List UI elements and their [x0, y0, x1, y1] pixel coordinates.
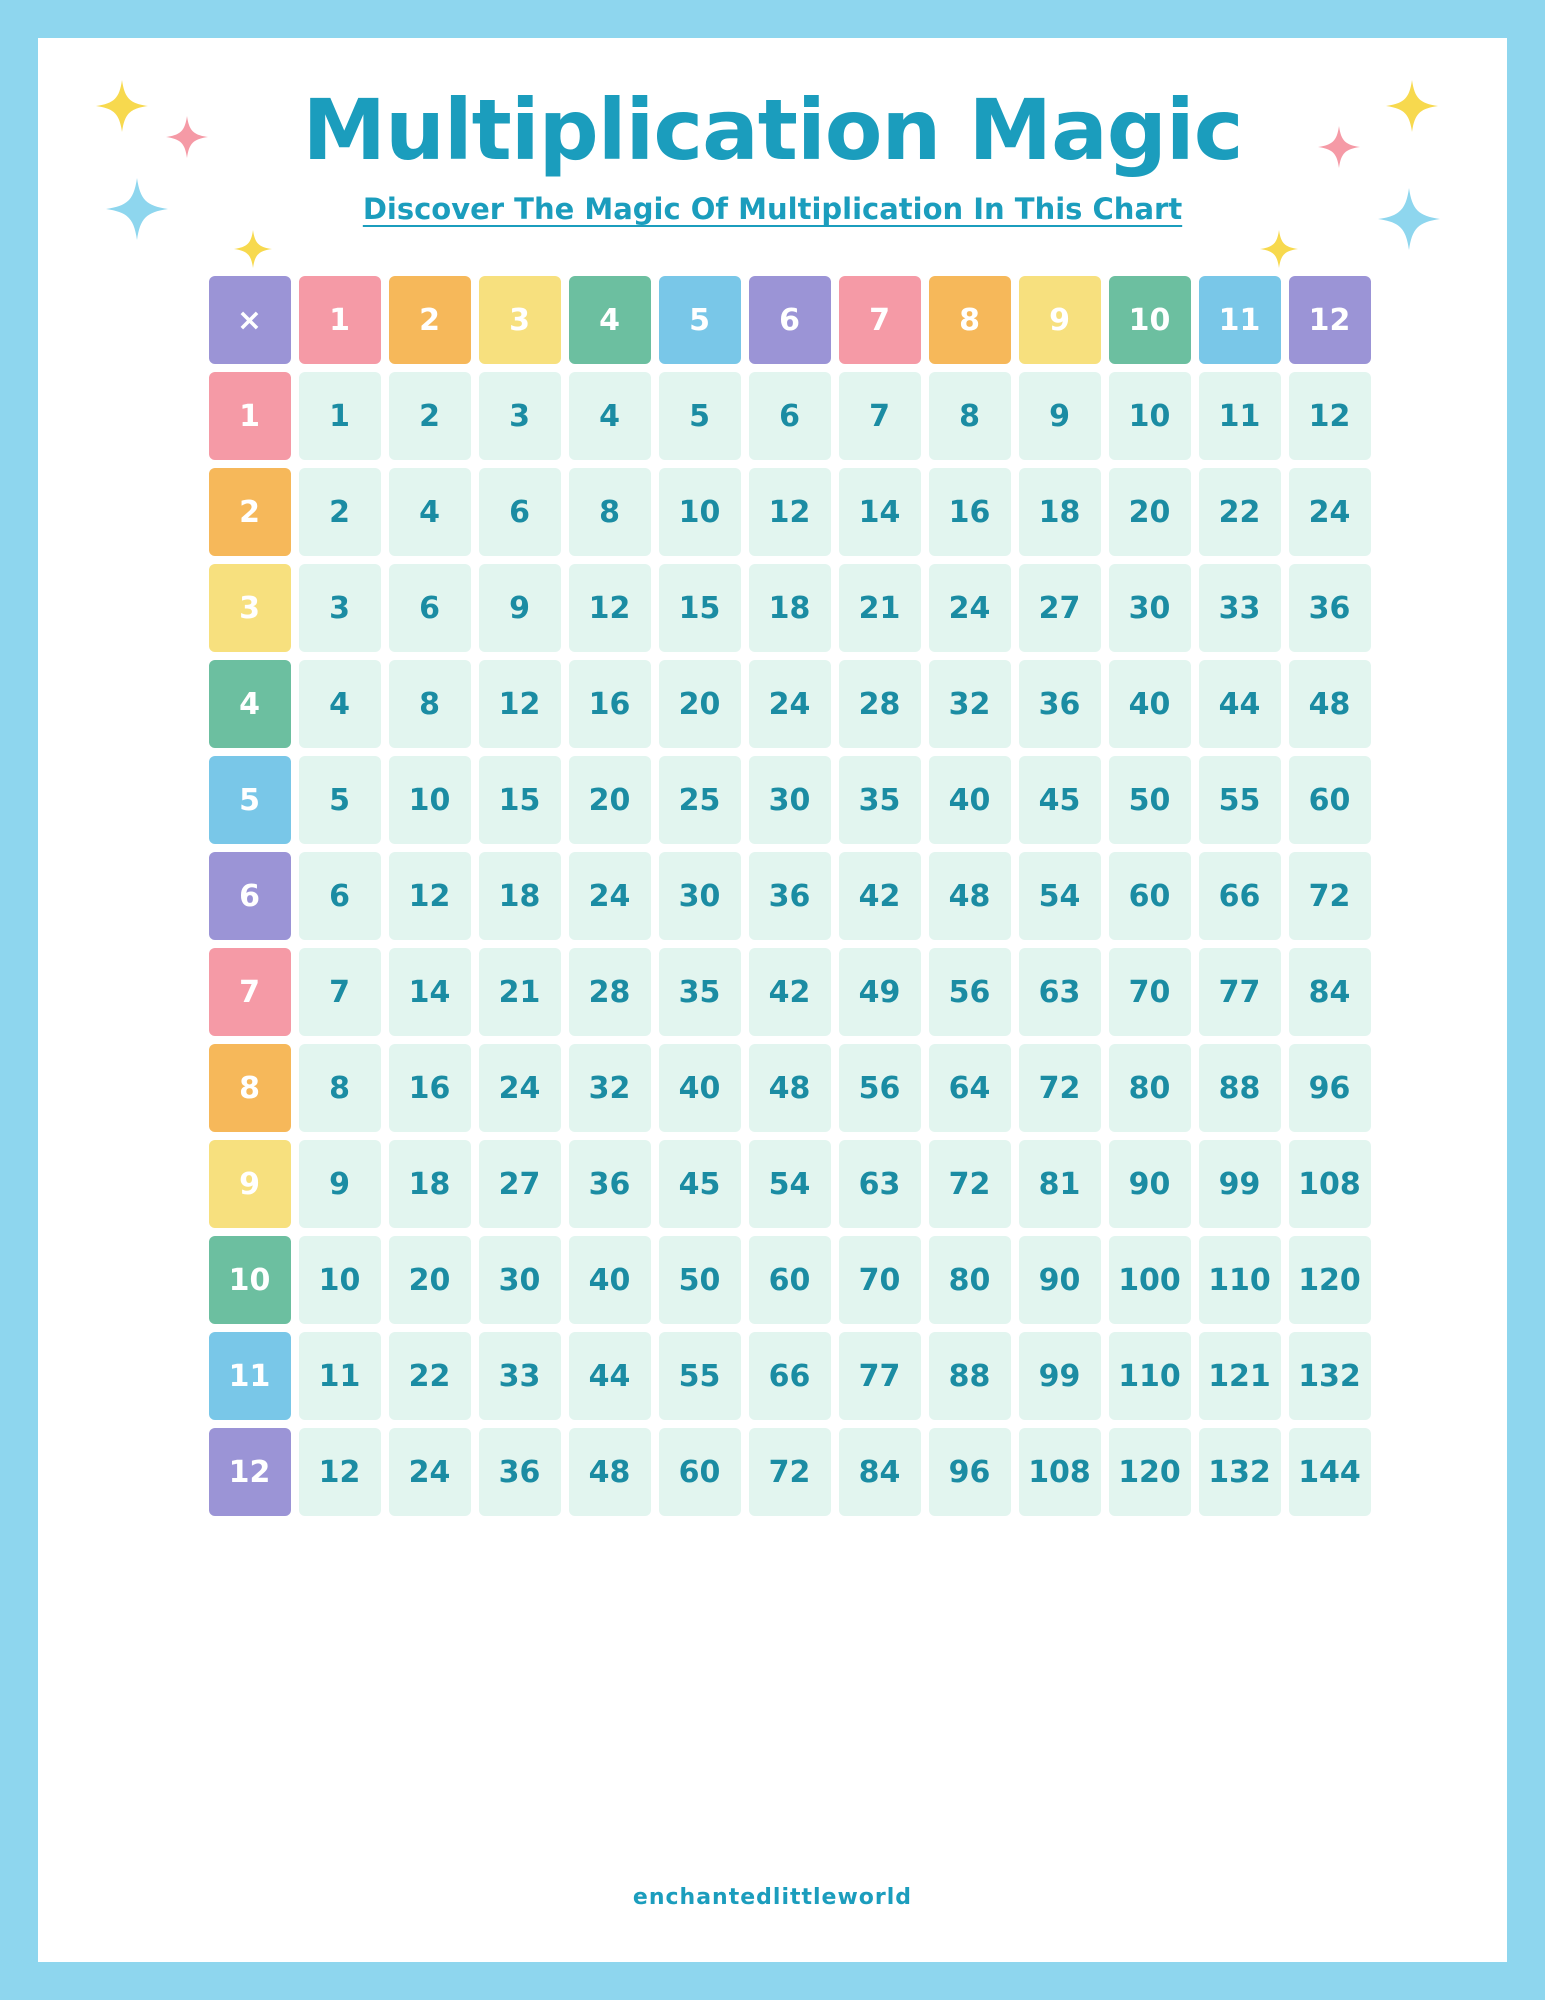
product-cell-5x10: 50	[1109, 756, 1191, 844]
column-header-4: 4	[569, 276, 651, 364]
product-cell-10x11: 110	[1199, 1236, 1281, 1324]
product-cell-4x4: 16	[569, 660, 651, 748]
product-cell-9x12: 108	[1289, 1140, 1371, 1228]
product-cell-9x3: 27	[479, 1140, 561, 1228]
product-cell-10x8: 80	[929, 1236, 1011, 1324]
product-cell-2x7: 14	[839, 468, 921, 556]
page-header	[38, 38, 1507, 226]
product-cell-6x6: 36	[749, 852, 831, 940]
row-header-7: 7	[209, 948, 291, 1036]
product-cell-1x6: 6	[749, 372, 831, 460]
product-cell-8x3: 24	[479, 1044, 561, 1132]
row-header-5: 5	[209, 756, 291, 844]
table-row	[209, 1428, 1371, 1516]
product-cell-7x7: 49	[839, 948, 921, 1036]
table-header-row	[209, 276, 1371, 364]
product-cell-11x7: 77	[839, 1332, 921, 1420]
column-header-6: 6	[749, 276, 831, 364]
product-cell-3x1: 3	[299, 564, 381, 652]
product-cell-2x12: 24	[1289, 468, 1371, 556]
column-header-3: 3	[479, 276, 561, 364]
product-cell-4x11: 44	[1199, 660, 1281, 748]
product-cell-10x9: 90	[1019, 1236, 1101, 1324]
product-cell-11x3: 33	[479, 1332, 561, 1420]
product-cell-7x4: 28	[569, 948, 651, 1036]
product-cell-1x1: 1	[299, 372, 381, 460]
product-cell-10x1: 10	[299, 1236, 381, 1324]
product-cell-8x1: 8	[299, 1044, 381, 1132]
product-cell-9x5: 45	[659, 1140, 741, 1228]
product-cell-12x10: 120	[1109, 1428, 1191, 1516]
product-cell-7x6: 42	[749, 948, 831, 1036]
product-cell-2x6: 12	[749, 468, 831, 556]
product-cell-2x11: 22	[1199, 468, 1281, 556]
product-cell-6x8: 48	[929, 852, 1011, 940]
table-row	[209, 1044, 1371, 1132]
column-header-2: 2	[389, 276, 471, 364]
product-cell-4x6: 24	[749, 660, 831, 748]
product-cell-12x12: 144	[1289, 1428, 1371, 1516]
product-cell-6x2: 12	[389, 852, 471, 940]
product-cell-10x10: 100	[1109, 1236, 1191, 1324]
product-cell-5x9: 45	[1019, 756, 1101, 844]
product-cell-1x11: 11	[1199, 372, 1281, 460]
product-cell-4x8: 32	[929, 660, 1011, 748]
worksheet-page	[38, 38, 1507, 1962]
column-header-11: 11	[1199, 276, 1281, 364]
product-cell-5x6: 30	[749, 756, 831, 844]
product-cell-3x7: 21	[839, 564, 921, 652]
product-cell-1x8: 8	[929, 372, 1011, 460]
product-cell-2x4: 8	[569, 468, 651, 556]
page-subtitle: Discover The Magic Of Multiplication In This Chart	[362, 192, 1183, 227]
product-cell-7x12: 84	[1289, 948, 1371, 1036]
product-cell-3x2: 6	[389, 564, 471, 652]
table-row	[209, 1140, 1371, 1228]
product-cell-9x1: 9	[299, 1140, 381, 1228]
product-cell-5x2: 10	[389, 756, 471, 844]
product-cell-9x11: 99	[1199, 1140, 1281, 1228]
sparkle-yellow-left-small-icon	[234, 230, 272, 268]
sparkle-yellow-right-small-icon	[1260, 230, 1298, 268]
table-row	[209, 372, 1371, 460]
row-header-4: 4	[209, 660, 291, 748]
product-cell-2x3: 6	[479, 468, 561, 556]
product-cell-9x8: 72	[929, 1140, 1011, 1228]
product-cell-5x3: 15	[479, 756, 561, 844]
table-row	[209, 948, 1371, 1036]
product-cell-7x2: 14	[389, 948, 471, 1036]
product-cell-6x7: 42	[839, 852, 921, 940]
product-cell-3x9: 27	[1019, 564, 1101, 652]
product-cell-7x11: 77	[1199, 948, 1281, 1036]
product-cell-6x9: 54	[1019, 852, 1101, 940]
row-header-11: 11	[209, 1332, 291, 1420]
product-cell-9x6: 54	[749, 1140, 831, 1228]
row-header-9: 9	[209, 1140, 291, 1228]
product-cell-7x9: 63	[1019, 948, 1101, 1036]
product-cell-4x5: 20	[659, 660, 741, 748]
footer-brand: enchantedlittleworld	[632, 1885, 913, 1910]
product-cell-4x1: 4	[299, 660, 381, 748]
product-cell-12x2: 24	[389, 1428, 471, 1516]
table-row	[209, 468, 1371, 556]
product-cell-1x9: 9	[1019, 372, 1101, 460]
product-cell-11x1: 11	[299, 1332, 381, 1420]
product-cell-5x8: 40	[929, 756, 1011, 844]
product-cell-3x6: 18	[749, 564, 831, 652]
product-cell-8x4: 32	[569, 1044, 651, 1132]
row-header-10: 10	[209, 1236, 291, 1324]
product-cell-4x7: 28	[839, 660, 921, 748]
product-cell-2x5: 10	[659, 468, 741, 556]
product-cell-7x5: 35	[659, 948, 741, 1036]
product-cell-12x8: 96	[929, 1428, 1011, 1516]
product-cell-7x3: 21	[479, 948, 561, 1036]
product-cell-4x9: 36	[1019, 660, 1101, 748]
product-cell-11x10: 110	[1109, 1332, 1191, 1420]
product-cell-9x7: 63	[839, 1140, 921, 1228]
product-cell-3x11: 33	[1199, 564, 1281, 652]
product-cell-1x12: 12	[1289, 372, 1371, 460]
product-cell-1x2: 2	[389, 372, 471, 460]
product-cell-3x5: 15	[659, 564, 741, 652]
product-cell-10x5: 50	[659, 1236, 741, 1324]
column-header-12: 12	[1289, 276, 1371, 364]
product-cell-12x7: 84	[839, 1428, 921, 1516]
product-cell-5x7: 35	[839, 756, 921, 844]
column-header-9: 9	[1019, 276, 1101, 364]
product-cell-10x4: 40	[569, 1236, 651, 1324]
product-cell-6x12: 72	[1289, 852, 1371, 940]
product-cell-2x9: 18	[1019, 468, 1101, 556]
product-cell-6x4: 24	[569, 852, 651, 940]
product-cell-12x1: 12	[299, 1428, 381, 1516]
product-cell-3x10: 30	[1109, 564, 1191, 652]
product-cell-7x1: 7	[299, 948, 381, 1036]
product-cell-8x11: 88	[1199, 1044, 1281, 1132]
product-cell-6x5: 30	[659, 852, 741, 940]
column-header-8: 8	[929, 276, 1011, 364]
row-header-2: 2	[209, 468, 291, 556]
product-cell-4x12: 48	[1289, 660, 1371, 748]
product-cell-7x10: 70	[1109, 948, 1191, 1036]
product-cell-1x7: 7	[839, 372, 921, 460]
product-cell-11x5: 55	[659, 1332, 741, 1420]
product-cell-10x12: 120	[1289, 1236, 1371, 1324]
product-cell-5x12: 60	[1289, 756, 1371, 844]
product-cell-3x3: 9	[479, 564, 561, 652]
product-cell-2x10: 20	[1109, 468, 1191, 556]
product-cell-5x11: 55	[1199, 756, 1281, 844]
table-row	[209, 756, 1371, 844]
product-cell-8x7: 56	[839, 1044, 921, 1132]
product-cell-1x3: 3	[479, 372, 561, 460]
product-cell-8x8: 64	[929, 1044, 1011, 1132]
product-cell-10x3: 30	[479, 1236, 561, 1324]
product-cell-5x5: 25	[659, 756, 741, 844]
product-cell-11x9: 99	[1019, 1332, 1101, 1420]
product-cell-2x8: 16	[929, 468, 1011, 556]
row-header-1: 1	[209, 372, 291, 460]
product-cell-8x6: 48	[749, 1044, 831, 1132]
product-cell-5x4: 20	[569, 756, 651, 844]
product-cell-11x6: 66	[749, 1332, 831, 1420]
product-cell-12x11: 132	[1199, 1428, 1281, 1516]
product-cell-8x5: 40	[659, 1044, 741, 1132]
product-cell-3x8: 24	[929, 564, 1011, 652]
product-cell-7x8: 56	[929, 948, 1011, 1036]
product-cell-4x2: 8	[389, 660, 471, 748]
product-cell-10x7: 70	[839, 1236, 921, 1324]
table-row	[209, 660, 1371, 748]
multiplication-chart	[201, 268, 1361, 1524]
product-cell-9x9: 81	[1019, 1140, 1101, 1228]
product-cell-6x11: 66	[1199, 852, 1281, 940]
product-cell-12x3: 36	[479, 1428, 561, 1516]
product-cell-2x2: 4	[389, 468, 471, 556]
product-cell-12x9: 108	[1019, 1428, 1101, 1516]
product-cell-6x3: 18	[479, 852, 561, 940]
product-cell-12x6: 72	[749, 1428, 831, 1516]
product-cell-10x2: 20	[389, 1236, 471, 1324]
product-cell-10x6: 60	[749, 1236, 831, 1324]
product-cell-8x10: 80	[1109, 1044, 1191, 1132]
product-cell-9x4: 36	[569, 1140, 651, 1228]
product-cell-4x10: 40	[1109, 660, 1191, 748]
table-row	[209, 852, 1371, 940]
product-cell-1x4: 4	[569, 372, 651, 460]
column-header-7: 7	[839, 276, 921, 364]
product-cell-5x1: 5	[299, 756, 381, 844]
product-cell-6x1: 6	[299, 852, 381, 940]
product-cell-6x10: 60	[1109, 852, 1191, 940]
table-row	[209, 1236, 1371, 1324]
product-cell-8x9: 72	[1019, 1044, 1101, 1132]
table-row	[209, 1332, 1371, 1420]
row-header-12: 12	[209, 1428, 291, 1516]
column-header-1: 1	[299, 276, 381, 364]
page-title: Multiplication Magic	[302, 81, 1243, 179]
multiply-symbol-corner: ×	[209, 276, 291, 364]
product-cell-4x3: 12	[479, 660, 561, 748]
product-cell-9x10: 90	[1109, 1140, 1191, 1228]
product-cell-3x4: 12	[569, 564, 651, 652]
table-row	[209, 564, 1371, 652]
product-cell-9x2: 18	[389, 1140, 471, 1228]
product-cell-11x2: 22	[389, 1332, 471, 1420]
product-cell-11x11: 121	[1199, 1332, 1281, 1420]
column-header-10: 10	[1109, 276, 1191, 364]
product-cell-8x12: 96	[1289, 1044, 1371, 1132]
row-header-3: 3	[209, 564, 291, 652]
product-cell-12x4: 48	[569, 1428, 651, 1516]
product-cell-3x12: 36	[1289, 564, 1371, 652]
product-cell-11x8: 88	[929, 1332, 1011, 1420]
row-header-6: 6	[209, 852, 291, 940]
multiplication-table	[201, 268, 1379, 1524]
column-header-5: 5	[659, 276, 741, 364]
product-cell-1x10: 10	[1109, 372, 1191, 460]
product-cell-11x4: 44	[569, 1332, 651, 1420]
product-cell-1x5: 5	[659, 372, 741, 460]
product-cell-12x5: 60	[659, 1428, 741, 1516]
row-header-8: 8	[209, 1044, 291, 1132]
product-cell-8x2: 16	[389, 1044, 471, 1132]
product-cell-2x1: 2	[299, 468, 381, 556]
product-cell-11x12: 132	[1289, 1332, 1371, 1420]
